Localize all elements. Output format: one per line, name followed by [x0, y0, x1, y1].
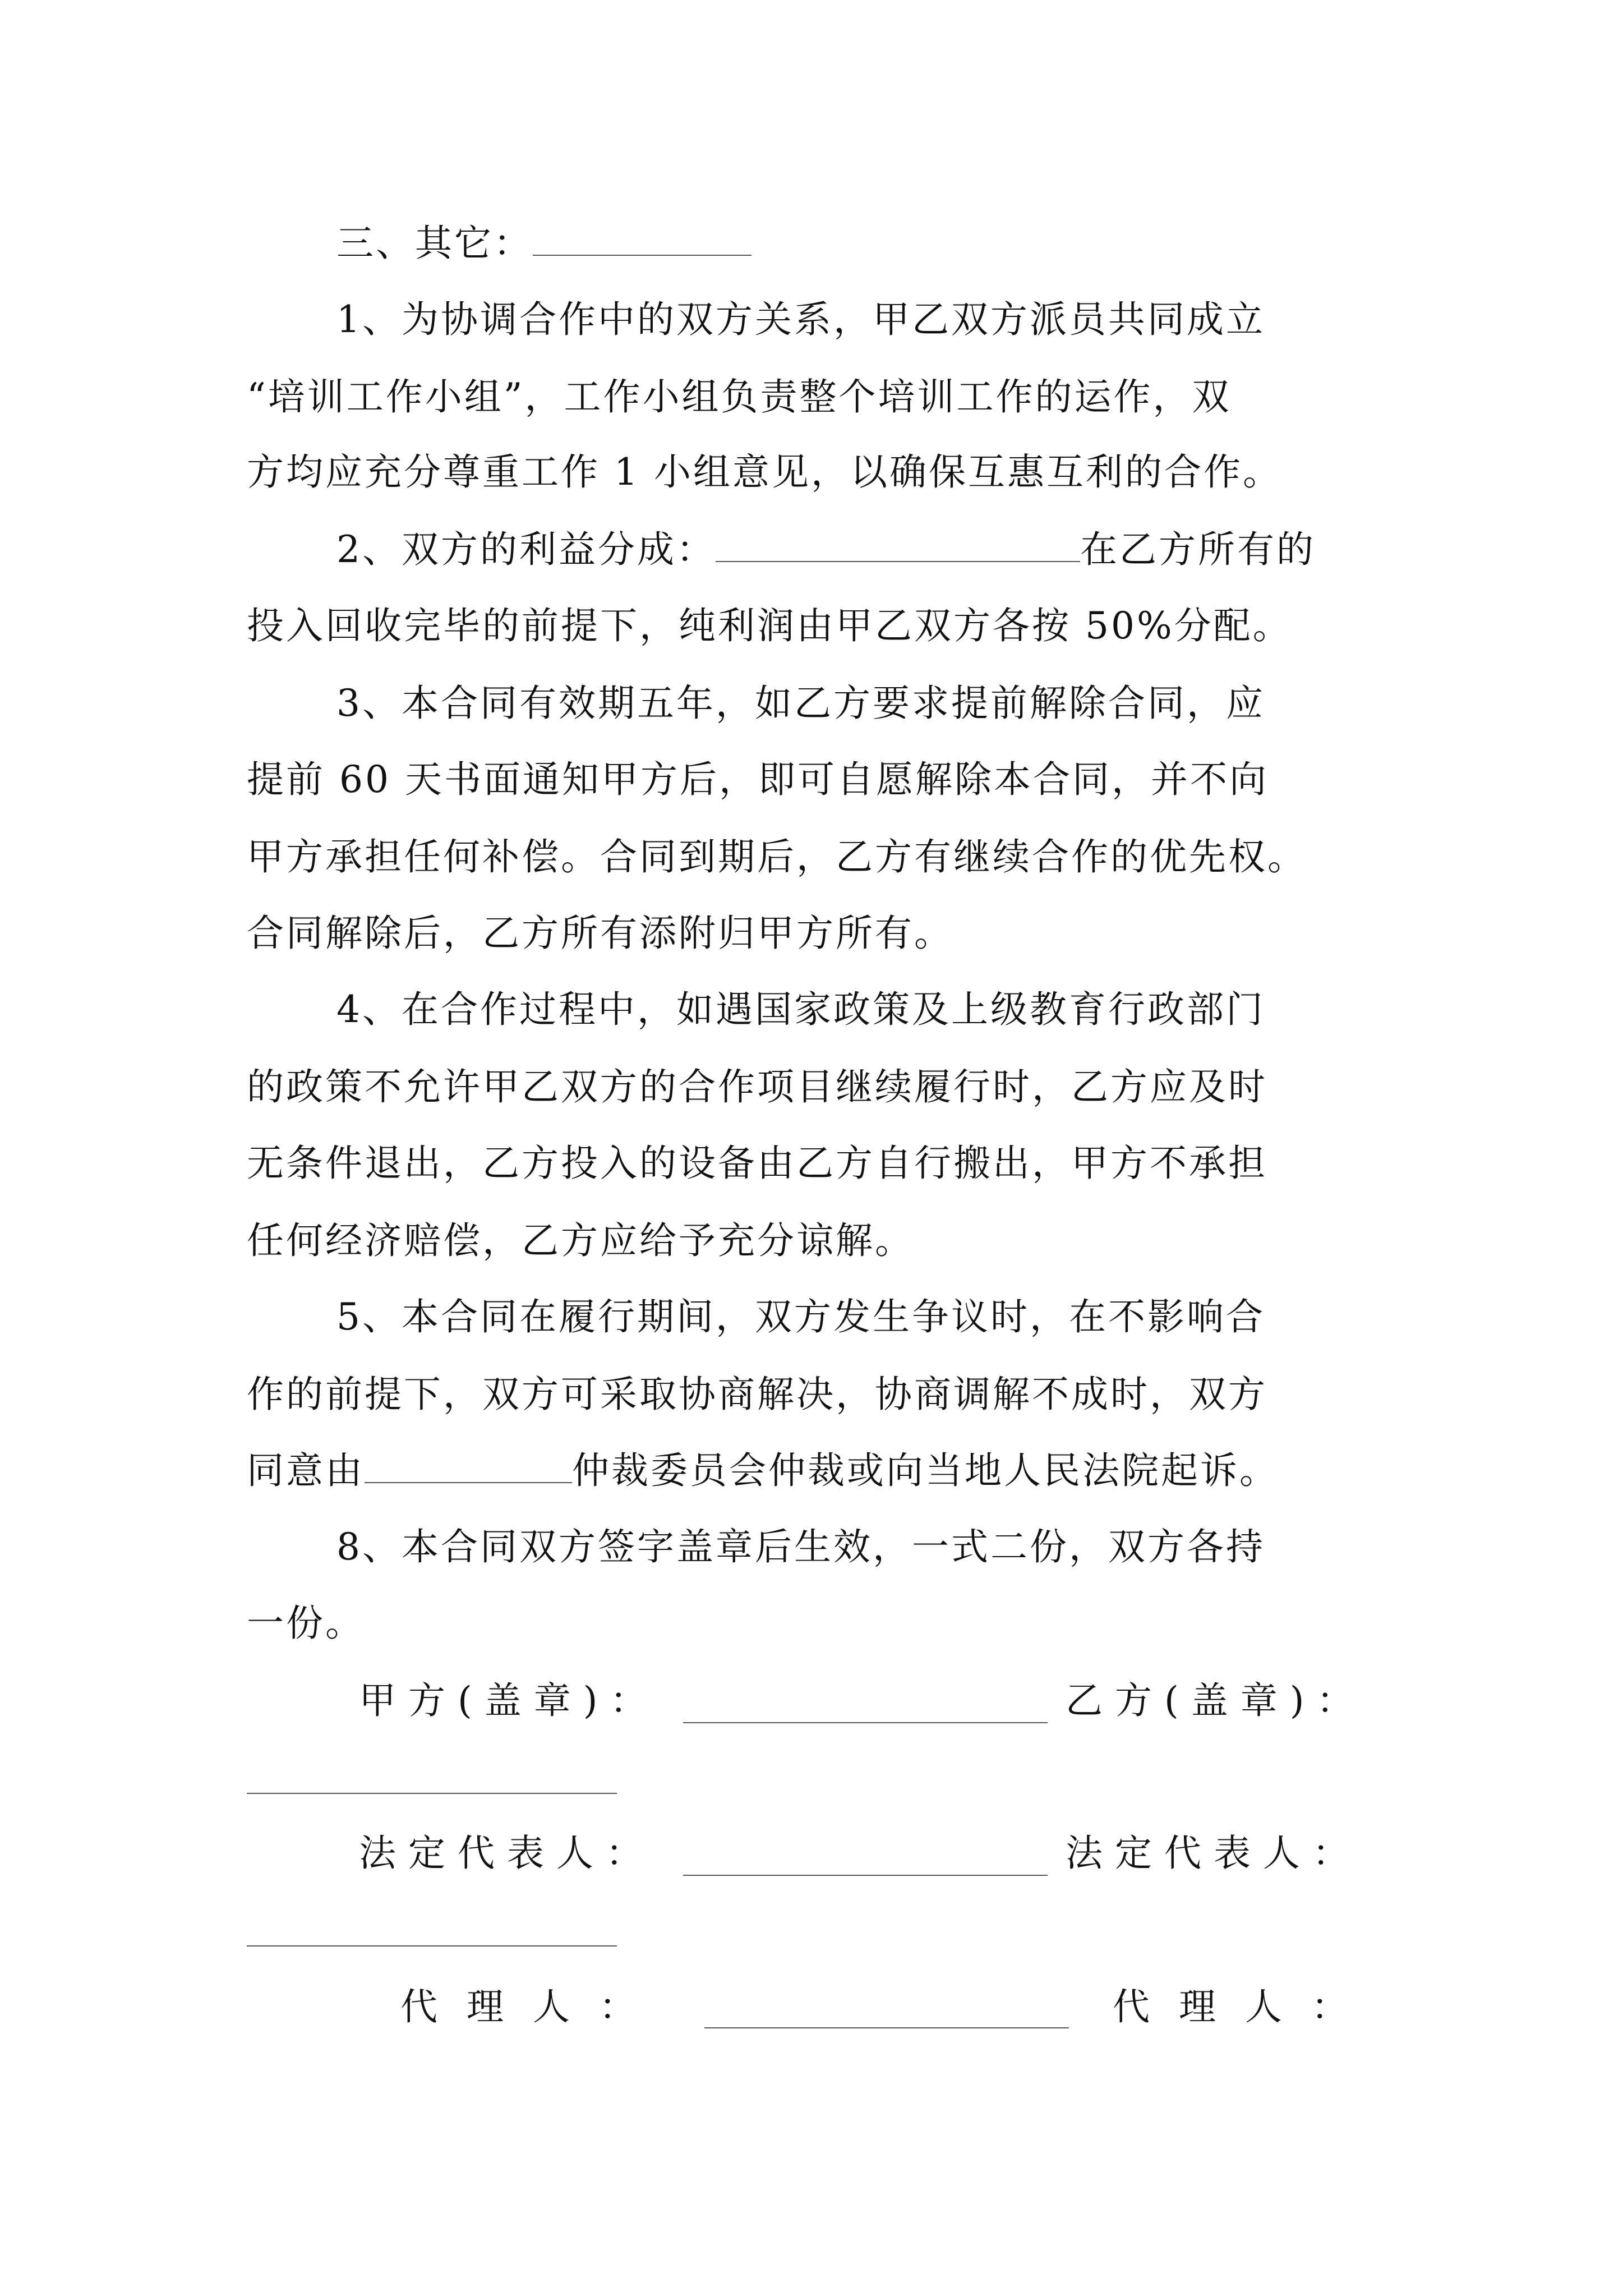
agent-b-label: 代理人：: [1113, 1985, 1377, 2028]
legal-rep-a-label: 法定代表人：: [359, 1832, 655, 1875]
section-heading: [336, 220, 751, 267]
paragraph-4-line-1: 4、在合作过程中，如遇国家政策及上级教育行政部门: [336, 988, 1265, 1031]
party-b-seal-label: 乙方(盖章)：: [1066, 1679, 1366, 1722]
section-heading-text: 三、其它：: [336, 222, 533, 265]
paragraph-2-text-a: 2、双方的利益分成：: [336, 528, 716, 571]
paragraph-5-text-a: 同意由: [247, 1449, 365, 1492]
paragraph-8-line-1: 8、本合同双方签字盖章后生效，一式二份，双方各持: [336, 1525, 1265, 1568]
paragraph-3-line-1: 3、本合同有效期五年，如乙方要求提前解除合同，应: [336, 682, 1265, 725]
legal-rep-b-label: 法定代表人：: [1066, 1832, 1362, 1875]
paragraph-5-text-b: 仲裁委员会仲裁或向当地人民法院起诉。: [572, 1449, 1279, 1492]
paragraph-2-text-b: 在乙方所有的: [1080, 528, 1316, 571]
agent-a-blank: [704, 2026, 1069, 2028]
paragraph-5-line-3: [247, 1447, 1279, 1494]
paragraph-1-line-2: “培训工作小组”，工作小组负责整个培训工作的运作，双: [247, 375, 1232, 418]
paragraph-2-line-1: [336, 526, 1316, 573]
paragraph-5-line-1: 5、本合同在履行期间，双方发生争议时，在不影响合: [336, 1295, 1265, 1338]
paragraph-1-line-3: 方均应充分尊重工作 1 小组意见，以确保互惠互利的合作。: [247, 450, 1282, 494]
paragraph-4-line-4: 任何经济赔偿，乙方应给予充分谅解。: [247, 1219, 914, 1262]
party-a-seal-blank: [683, 1721, 1048, 1723]
legal-rep-a-blank: [683, 1874, 1048, 1876]
paragraph-2-line-2: 投入回收完毕的前提下，纯利润由甲乙双方各按 50%分配。: [247, 604, 1292, 647]
paragraph-1-line-1: 1、为协调合作中的双方关系，甲乙双方派员共同成立: [336, 298, 1265, 341]
party-b-seal-blank: [247, 1792, 617, 1794]
paragraph-8-line-2: 一份。: [247, 1602, 365, 1645]
paragraph-4-line-3: 无条件退出，乙方投入的设备由乙方自行搬出，甲方不承担: [247, 1142, 1267, 1185]
party-a-seal-label: 甲方(盖章)：: [359, 1679, 660, 1722]
arbitration-committee-blank: [365, 1448, 572, 1483]
paragraph-3-line-2: 提前 60 天书面通知甲方后，即可自愿解除本合同，并不向: [247, 758, 1269, 801]
paragraph-3-line-3: 甲方承担任何补偿。合同到期后，乙方有继续合作的优先权。: [247, 835, 1307, 878]
paragraph-3-line-4: 合同解除后，乙方所有添附归甲方所有。: [247, 912, 953, 955]
section-heading-blank: [533, 221, 751, 256]
agent-a-label: 代理人：: [400, 1985, 665, 2028]
profit-share-blank: [716, 527, 1080, 562]
paragraph-4-line-2: 的政策不允许甲乙双方的合作项目继续履行时，乙方应及时: [247, 1065, 1267, 1108]
paragraph-5-line-2: 作的前提下，双方可采取协商解决，协商调解不成时，双方: [247, 1373, 1267, 1416]
legal-rep-b-blank: [247, 1944, 617, 1947]
